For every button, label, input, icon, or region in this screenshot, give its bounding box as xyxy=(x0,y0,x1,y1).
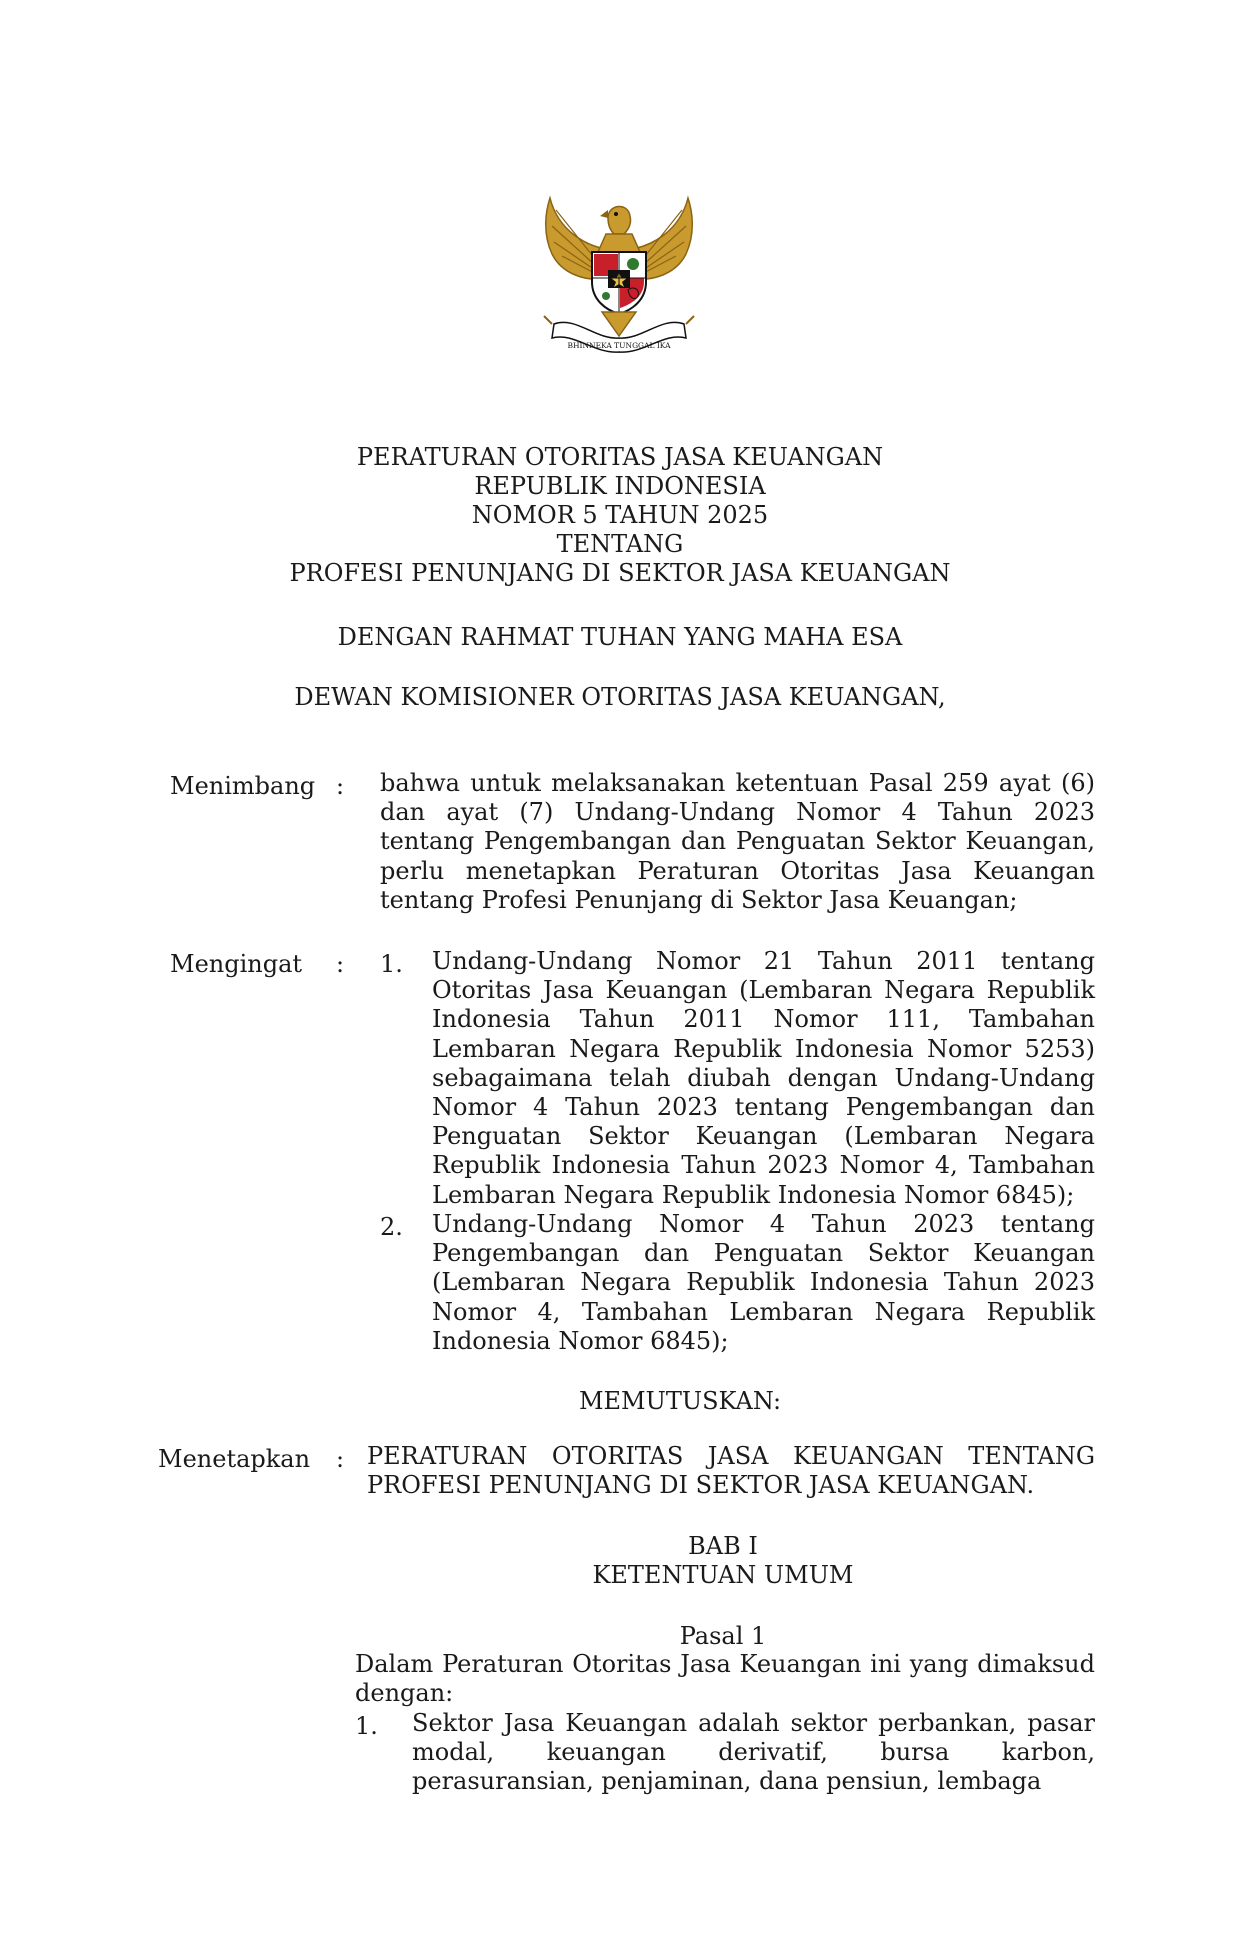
chapter-block xyxy=(520,1532,926,1590)
garuda-emblem xyxy=(536,190,702,356)
mengingat-item-2-number: 2. xyxy=(380,1213,403,1241)
svg-text:BHINNEKA TUNGGAL IKA: BHINNEKA TUNGGAL IKA xyxy=(567,341,671,350)
mengingat-label: Mengingat xyxy=(170,950,303,978)
blessing-line: DENGAN RAHMAT TUHAN YANG MAHA ESA xyxy=(337,623,903,651)
definition-item-1-number: 1. xyxy=(355,1712,378,1740)
mengingat-colon: : xyxy=(336,950,345,978)
mengingat-item-1-number: 1. xyxy=(380,950,403,978)
article-intro: Dalam Peraturan Otoritas Jasa Keuangan ini yang dimaksud dengan: xyxy=(355,1650,1095,1708)
chapter-title: KETENTUAN UMUM xyxy=(592,1561,854,1589)
title-line-4: TENTANG xyxy=(556,530,684,558)
title-line-3: NOMOR 5 TAHUN 2025 xyxy=(471,501,769,529)
mengingat-item-2-text: Undang-Undang Nomor 4 Tahun 2023 tentang Pengembangan dan Penguatan Sektor Keuangan (Lembaran Negara Republik Indonesia Tahun 2023 Nomor 4, Tambahan Lembaran Negara Republik Indonesia Nomor 6845); xyxy=(432,1210,1095,1355)
menimbang-text: bahwa untuk melaksanakan ketentuan Pasal 259 ayat (6) dan ayat (7) Undang-Undang Nomor 4 Tahun 2023 tentang Pengembangan dan Penguatan Sektor Keuangan, perlu menetapkan Peraturan Otoritas Jasa Keuangan tentang Profesi Penunjang di Sektor Jasa Keuangan; xyxy=(380,769,1095,914)
menetapkan-colon: : xyxy=(336,1445,345,1473)
menimbang-colon: : xyxy=(336,772,345,800)
regulation-title-block xyxy=(240,443,1000,588)
definition-item-1-text: Sektor Jasa Keuangan adalah sektor perbankan, pasar modal, keuangan derivatif, bursa karbon, perasuransian, penjaminan, dana pensiun, lembaga xyxy=(412,1709,1095,1796)
title-line-2: REPUBLIK INDONESIA xyxy=(474,472,766,500)
menetapkan-label: Menetapkan xyxy=(158,1445,311,1473)
article-title: Pasal 1 xyxy=(679,1622,767,1650)
board-line: DEWAN KOMISIONER OTORITAS JASA KEUANGAN, xyxy=(294,683,946,711)
menimbang-label: Menimbang xyxy=(170,772,316,800)
mengingat-item-1-text: Undang-Undang Nomor 21 Tahun 2011 tentang Otoritas Jasa Keuangan (Lembaran Negara Republik Indonesia Tahun 2011 Nomor 111, Tambahan Lembaran Negara Republik Indonesia Nomor 5253) sebagaimana telah diubah dengan Undang-Undang Nomor 4 Tahun 2023 tentang Pengembangan dan Penguatan Sektor Keuangan (Lembaran Negara Republik Indonesia Tahun 2023 Nomor 4, Tambahan Lembaran Negara Republik Indonesia Nomor 6845); xyxy=(432,947,1095,1209)
memutuskan-heading: MEMUTUSKAN: xyxy=(578,1387,782,1415)
chapter-number: BAB I xyxy=(688,1532,758,1560)
menetapkan-text: PERATURAN OTORITAS JASA KEUANGAN TENTANG PROFESI PENUNJANG DI SEKTOR JASA KEUANGAN. xyxy=(367,1442,1095,1500)
title-line-5: PROFESI PENUNJANG DI SEKTOR JASA KEUANGAN xyxy=(289,559,951,587)
title-line-1: PERATURAN OTORITAS JASA KEUANGAN xyxy=(356,443,884,471)
